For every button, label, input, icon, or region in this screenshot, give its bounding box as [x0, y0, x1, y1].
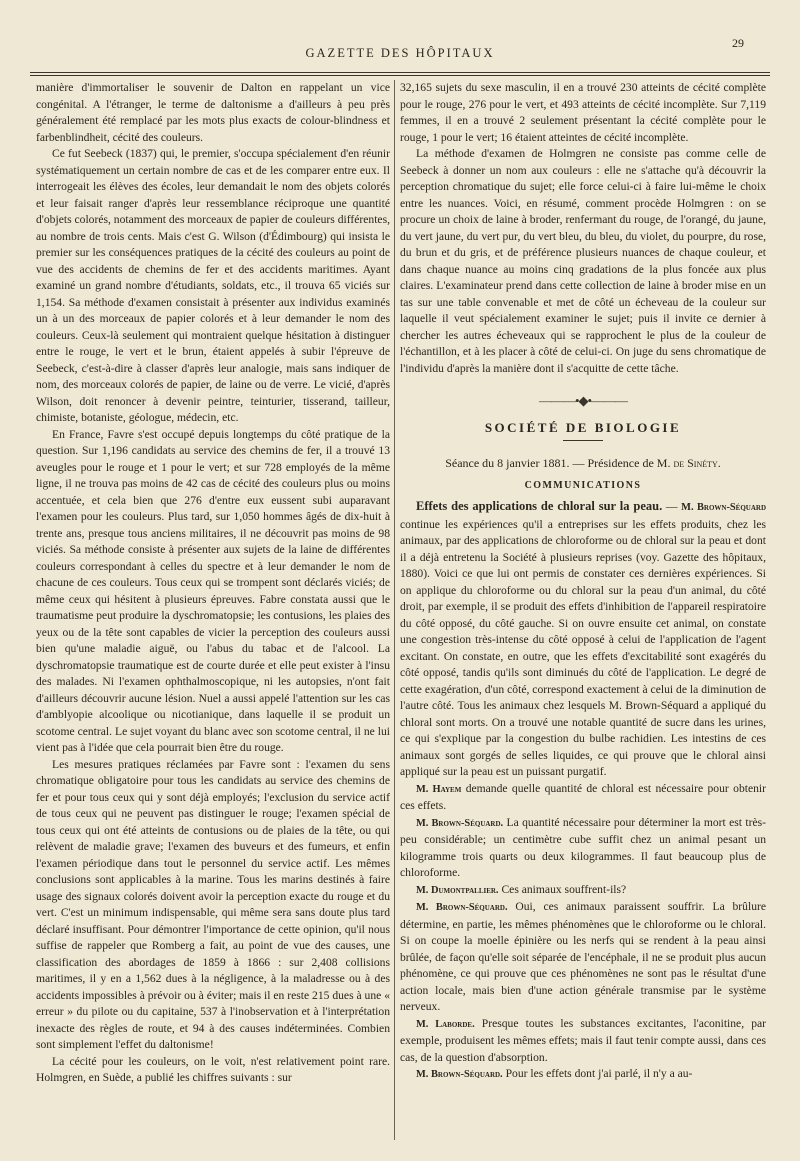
session-text: Séance du 8 janvier 1881. — Présidence de M.: [445, 456, 671, 470]
dialogue-item: [400, 882, 766, 900]
short-rule: [563, 440, 603, 441]
speaker-name: M. Brown-Séquard.: [416, 902, 508, 913]
communications-heading: COMMUNICATIONS: [524, 479, 642, 491]
speaker-name: M. Brown-Séquard.: [416, 817, 504, 829]
column-divider: [394, 80, 395, 1140]
speaker-name: M. Laborde.: [416, 1018, 475, 1030]
speaker-name: M. Brown-Séquard.: [416, 1069, 503, 1080]
paper-title: Effets des applications de chloral sur la peau.: [416, 499, 663, 513]
speaker-text: Presque toutes les substances excitantes, l'aconitine, par exemple, produisent les mêmes effets; mais il faut tenir compte aussi, dans ces cas, de la question d'absorption.: [400, 1016, 767, 1064]
journal-title: GAZETTE DES HÔPITAUX: [305, 46, 495, 60]
session-president: de Sinéty.: [673, 456, 721, 470]
left-column: [36, 80, 390, 1087]
speaker-name: M. Hayem: [416, 783, 462, 795]
paragraph: Les mesures pratiques réclamées par Favre sont : l'examen du sens chromatique obligatoire pour tous les candidats au service des chemins de fer et pour tous ceux qui y sont déjà employés; l'exclusion du service actif de tous ceux qui ne peuvent pas distinguer le rouge; l'examen spécial de tous ceux qui ont été atteints de contusions ou de plaies de la tête, ou qui relèvent de maladie grave; l'examen des buveurs et des fumeurs, et enfin l'examen périodique dans tout le personnel du service actif. Les mêmes conclusions sont applicables à la marine. Tous les marins destinés à faire usage des signaux colorés doivent avoir la perception exacte du rouge et du vert. C'est un minimum indispensable, qui même sera sans doute plus tard déclaré insuffisant. Pour démontrer l'importance de cette opinion, qu'il nous suffise de rappeler que Romberg a fait, au point de vue des causes, une classification des abordages de 1859 à 1866 : sur 2,408 collisions maritimes, il y en a 1,562 dues à la négligence, à la maladresse ou à des accidents impossibles à prévoir ou à éviter; mais il en reste 215 dues à une « erreur » du pilote ou du capitaine, 537 à l'inobservation et à l'interprétation inexacte des règles de route, et 94 à des causes indéterminées. Combien sont simplement l'effet du daltonisme!: [36, 757, 390, 1051]
header-rule: [30, 72, 770, 76]
paragraph: manière d'immortaliser le souvenir de Dalton en rappelant un vice congénital. A l'étranger, le terme de daltonisme a d'ailleurs à peu près généralement été remplacé par les mots plus exacts de colour-blindness et farbenblindheit, cécité des couleurs.: [36, 81, 390, 144]
right-column: [400, 80, 766, 1084]
dialogue-item: [400, 815, 766, 882]
speaker-text: La quantité nécessaire pour déterminer la mort est très-peu considérable; un centimètre cube suffit chez un animal pesant un kilogramme trois quarts ou deux kilogrammes. Il faut beaucoup plus de chloroforme.: [400, 815, 766, 879]
page-header: [0, 36, 800, 64]
speaker-name: M. Dumontpallier.: [416, 884, 499, 896]
dialogue-item: [400, 781, 766, 815]
page-number: 29: [732, 36, 744, 50]
speaker-text: demande quelle quantité de chloral est nécessaire pour obtenir ces effets.: [400, 781, 766, 812]
paper-body: continue les expériences qu'il a entreprises sur les effets produits, chez les animaux, par des applications de chloroforme ou de chloral sur la peau et dont il a déjà entretenu la Société à plusieurs reprises (voy. Gazette des hôpitaux, 1880). Voici ce que lui ont permis de constater ces dernières expériences. Si on applique du chloroforme ou du chloral sur la peau d'un animal, du côté droit, par exemple, il se produit des effets d'inhibition de l'appareil respiratoire du côté opposé, du côté gauche. Si on ouvre ensuite cet animal, on constate une congestion très-intense du côté opposé à celui de l'application de l'agent excitant. On constate, en outre, que les effets d'excitabilité sont exagérés du côté opposé, tandis qu'ils sont diminués du côté de l'application. Le degré de cette exagération, d'un côté, correspond exactement à celui de la diminution de l'autre côté. Tous les animaux chez lesquels M. Brown-Séquard a appliqué du chloral sont morts. On a trouvé une notable quantité de sucre dans les urines, ce qui s'explique par la congestion du bulbe rachidien. Les intestins de ces animaux sont gorgés de selles liquides, ce qui prouve que le chloral ainsi appliqué sur la peau est un puissant purgatif.: [400, 517, 766, 778]
paragraph: Ce fut Seebeck (1837) qui, le premier, s'occupa spécialement d'en réunir systématiquement un certain nombre de cas et de les comparer entre eux. Il interrogeait les élèves des écoles, leur demandait le nom des objets colorés et leur faisait ranger d'après leur ressemblance réciproque une quantité d'objets colorés, notamment des morceaux de papier de couleurs différentes, au nombre de trois cents. Mais c'est G. Wilson (d'Édimbourg) qui insista le premier sur les conséquences pratiques de la cécité des couleurs au point de vue des accidents de chemins de fer et des accidents maritimes. Ayant examiné un grand nombre d'étudiants, soldats, etc., il trouva 65 viciés sur 1,154. Sa méthode d'examen consistait à présenter aux individus examinés un à un des morceaux de papier colorés et à leur demander le nom des couleurs. Ceux-là seulement qui montraient quelque hésitation à distinguer entre le rouge, le vert et le brun, étaient appelés à subir l'épreuve de Seebeck, c'est-à-dire à classer d'après leur analogie, mais sans indiquer de nom, des morceaux colorés de papier, de laine ou de verre. Le vicié, d'après Wilson, doit renoncer à devenir peintre, teinturier, tisserand, tailleur, chimiste, botaniste, géologue, médecin, etc.: [36, 147, 390, 424]
paper-author: M. Brown-Séquard: [681, 502, 767, 513]
session-line: [400, 455, 766, 472]
speaker-text: Oui, ces animaux paraissent souffrir. La brûlure détermine, en partie, les mêmes phénomènes que le chloroforme ou le chloral. Si on coupe la moelle épinière ou les nerfs qui se rendent à la peau ainsi brûlée, de façon qu'elle soit séparée de l'encéphale, il ne se produit plus aucun phénomène, ce qui prouve que ces phénomènes ne sont pas le résultat d'une action locale, mais bien d'une action générale transmise par le système nerveux.: [400, 900, 766, 1013]
section-title: SOCIÉTÉ DE BIOLOGIE: [484, 419, 682, 435]
paper-paragraph: Effets des applications de chloral sur la peau. — M. Brown-Séquard continue les expériences qu'il a entreprises sur les effets produits, chez les animaux, par des applications de chloroforme ou de chloral sur la peau et dont il a déjà entretenu la Société à plusieurs reprises (voy. Gazette des hôpitaux, 1880). Voici ce que lui ont permis de constater ces dernières expériences. Si on applique du chloroforme ou du chloral sur la peau d'un animal, du côté droit, par exemple, il se produit des effets d'inhibition de l'appareil respiratoire du côté opposé, du côté gauche. Si on ouvre ensuite cet animal, on constate une congestion très-intense du côté opposé à celui de l'application de l'agent excitant. On constate, en outre, que les effets d'excitabilité sont exagérés du côté opposé, tandis qu'ils sont diminués du côté de l'application. Le degré de cette exagération, d'un côté, correspond exactement à celui de la diminution de l'autre côté. Tous les animaux chez lesquels M. Brown-Séquard a appliqué du chloral sont morts. On a trouvé une notable quantité de sucre dans les urines, ce qui s'explique par la congestion du bulbe rachidien. Les intestins de ces animaux sont gorgés de selles liquides, ce qui prouve que le chloral ainsi appliqué sur la peau est un puissant purgatif.: [400, 499, 767, 778]
dialogue-item: [400, 1066, 766, 1084]
paragraph: La méthode d'examen de Holmgren ne consiste pas comme celle de Seebeck à donner un nom aux couleurs : elle ne s'attache qu'à découvrir la perception chromatique du sujet; elle force celui-ci à faire lui-même le choix entre les nuances. Voici, en résumé, comment procède Holmgren : on se procure un choix de laine à broder, renfermant du rouge, de l'orangé, du jaune, du vert jaune, du vert pur, du vert bleu, du bleu, du violet, du pourpre, du rose, du brun et du gris, et de préférence plusieurs nuances de chaque couleur, et dans chaque nuance au moins cinq gradations de la plus foncée aux plus claires. L'examinateur prend dans cette collection de laine à broder mise en un tas sur une table convenable et met de côté un écheveau de la couleur sur laquelle il veut spécialement examiner le sujet; puis il invite ce dernier à chercher les autres écheveaux qui se rapprochent le plus de la couleur de l'échantillon, et à les placer à côté de celui-ci. On juge du sens chromatique de l'individu d'après la manière dont il s'acquitte de cette tâche.: [400, 147, 766, 375]
paragraph: La cécité pour les couleurs, on le voit, n'est relativement point rare. Holmgren, en Suède, a publié les chiffres suivants : sur: [36, 1054, 390, 1084]
paragraph: En France, Favre s'est occupé depuis longtemps du côté pratique de la question. Sur 1,196 candidats au service des chemins de fer, il a trouvé 13 aveugles pour le rouge et 1 pour le vert; et sur 728 employés de la même ligne, il ne trouva pas moins de 42 cas de cécité des couleurs plus ou moins accentuée, et cela bien que 276 d'entre eux eussent subi auparavant l'examen pour les couleurs. Plus tard, sur 1,050 hommes âgés de dix-huit à trente ans, presque tous anciens militaires, il ne découvrit pas moins de 98 viciés. Sa méthode consiste à présenter aux sujets de la laine de différentes couleurs correspondant à celles du spectre et à leur demander le nom de chacune de ces couleurs. Tous ceux qui se trompent sont déclarés viciés; de même ceux qui hésitent à plusieurs épreuves. Fabre constata aussi que le traumatisme peut produire la dyschromatopsie; les contusions, les plaies des yeux ou de la tête sont capables de vicier la perception des couleurs aussi bien qu'une maladie aiguë, ou l'abus du tabac et de l'alcool. La dyschromatopsie traumatique est de courte durée et elle peut exister à l'insu des malades. Ni l'examen ophthalmoscopique, ni les autopsies, n'ont fait d'ailleurs découvrir aucune lésion. Nuel a aussi appelé l'attention sur les cas d'amblyopie alcoolique ou nicotianique, dans laquelle il se produit un scotome central. Le sujet voyant du blanc avec son scotome central, il ne lui vient pas à l'idée que cela pourrait bien être du rouge.: [36, 427, 390, 754]
speaker-text: Ces animaux souffrent-ils?: [501, 882, 627, 896]
ornamental-separator: ———•◆•———: [538, 393, 628, 408]
dialogue-item: [400, 1016, 766, 1067]
paragraph: 32,165 sujets du sexe masculin, il en a trouvé 230 atteints de cécité complète pour le rouge, 276 pour le vert, et 493 atteints de cécité incomplète. Sur 7,119 femmes, il en a trouvé 2 seulement présentant la cécité complète pour le rouge, 1 pour le vert; 16 étaient atteintes de cécité incomplète.: [400, 81, 766, 144]
dialogue-item: [400, 899, 766, 1016]
speaker-text: Pour les effets dont j'ai parlé, il n'y a au-: [505, 1067, 693, 1080]
